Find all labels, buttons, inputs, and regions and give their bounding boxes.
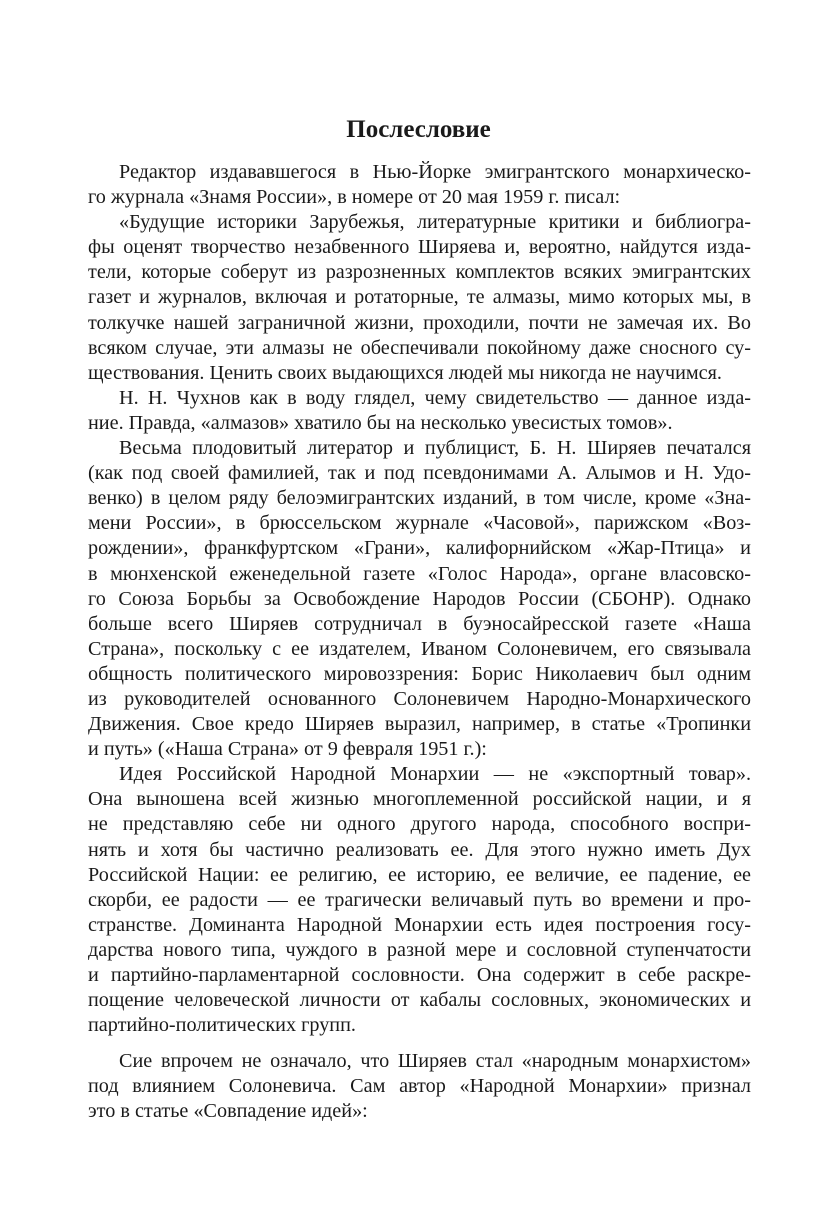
text-line: Весьма плодовитый литератор и публицист, Б. Н. Ширяев печатался	[119, 437, 751, 460]
text-line: в мюнхенской еженедельной газете «Голос Народа», органе власовско-	[88, 562, 751, 585]
text-line: не представляю себе ни одного другого народа, способного воспри-	[88, 813, 751, 836]
text-line: странстве. Доминанта Народной Монархии есть идея построения госу-	[88, 913, 751, 936]
text-line: венко) в целом ряду белоэмигрантских изданий, в том числе, кроме «Зна-	[88, 487, 751, 510]
text-line: Она выношена всей жизнью многоплеменной российской нации, и я	[88, 788, 751, 811]
page-title: Послесловие	[346, 116, 491, 143]
text-line: (как под своей фамилией, так и под псевдонимами А. Алымов и Н. Удо-	[88, 462, 751, 485]
text-line: больше всего Ширяев сотрудничал в буэносайресской газете «Наша	[88, 612, 751, 635]
text-line: Редактор издававшегося в Нью-Йорке эмигрантского монархическо-	[119, 161, 751, 183]
text-line: скорби, ее радости — ее трагически величавый путь во времени и про-	[88, 888, 751, 911]
text-line: общность политического мировоззрения: Борис Николаевич был одним	[88, 662, 751, 685]
text-line: всяком случае, эти алмазы не обеспечивали покойному даже сносного су-	[88, 336, 751, 359]
paragraph	[88, 1049, 751, 1124]
text-line: ществования. Ценить своих выдающихся людей мы никогда не научимся.	[88, 361, 722, 384]
text-line: Движения. Свое кредо Ширяев выразил, например, в статье «Тропинки	[88, 713, 751, 736]
text-line: из руководителей основанного Солоневичем Народно-Монархического	[88, 687, 751, 710]
body-text	[88, 160, 751, 1125]
paragraph	[88, 160, 751, 210]
paragraph	[88, 386, 751, 436]
text-line: газет и журналов, включая и ротаторные, те алмазы, мимо которых мы, в	[88, 286, 751, 309]
text-line: мени России», в брюссельском журнале «Часовой», парижском «Воз-	[88, 512, 751, 535]
text-line: тели, которые соберут из разрозненных комплектов всяких эмигрантских	[88, 261, 751, 284]
text-line: ние. Правда, «алмазов» хватило бы на несколько увесистых томов».	[88, 411, 673, 434]
text-line: это в статье «Совпадение идей»:	[88, 1100, 368, 1123]
text-line: под влиянием Солоневича. Сам автор «Народной Монархии» признал	[88, 1075, 751, 1098]
text-line: Страна», поскольку с ее издателем, Иваном Солоневичем, его связывала	[88, 637, 751, 660]
text-line: и партийно-парламентарной сословности. Она содержит в себе раскре-	[88, 964, 751, 986]
text-line: «Будущие историки Зарубежья, литературные критики и библиогра-	[119, 211, 751, 234]
text-line: фы оценят творчество незабвенного Ширяева и, вероятно, найдутся изда-	[88, 236, 751, 259]
text-line: го Союза Борьбы за Освобождение Народов России (СБОНР). Однако	[88, 587, 751, 610]
text-line: Сие впрочем не означало, что Ширяев стал «народным монархистом»	[119, 1050, 751, 1073]
text-line: и путь» («Наша Страна» от 9 февраля 1951 г.):	[88, 738, 487, 761]
text-line: Идея Российской Народной Монархии — не «экспортный товар».	[119, 763, 751, 786]
text-line: дарства нового типа, чуждого в разной мере и сословной ступенчатости	[88, 938, 751, 961]
text-line: толкучке нашей заграничной жизни, проходили, почти не замечая их. Во	[88, 311, 751, 334]
text-line: рождении», франкфуртском «Грани», калифорнийском «Жар-Птица» и	[88, 537, 751, 560]
text-line: пощение человеческой личности от кабалы сословных, экономических и	[88, 989, 751, 1012]
paragraph	[88, 436, 751, 762]
text-line: Н. Н. Чухнов как в воду глядел, чему свидетельство — данное изда-	[119, 386, 751, 409]
quote-paragraph	[88, 762, 751, 1038]
text-line: го журнала «Знамя России», в номере от 20 мая 1959 г. писал:	[88, 186, 621, 209]
text-line: нять и хотя бы частично реализовать ее. Для этого нужно иметь Дух	[88, 838, 751, 861]
text-line: Российской Нации: ее религию, ее историю, ее величие, ее падение, ее	[88, 863, 751, 886]
paragraph	[88, 210, 751, 386]
paragraph-spacer	[88, 1038, 751, 1049]
text-line: партийно-политических групп.	[88, 1014, 356, 1037]
